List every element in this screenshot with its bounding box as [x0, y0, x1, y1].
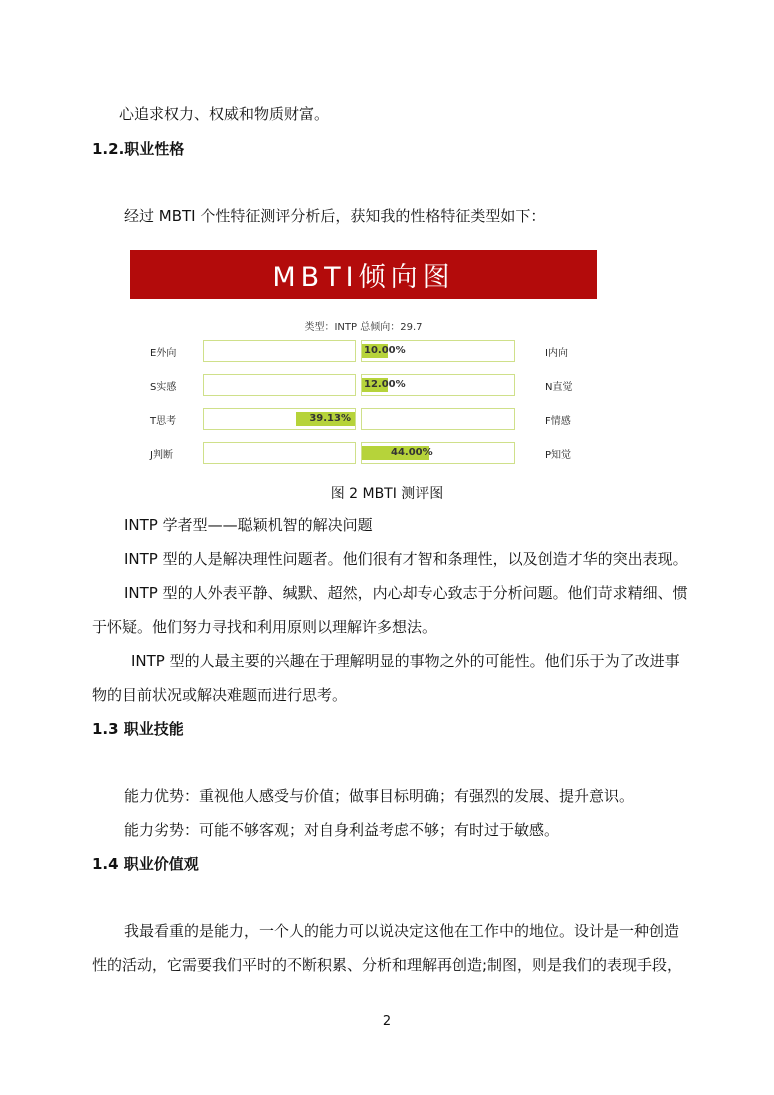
paragraph-3-line-1: INTP 型的人最主要的兴趣在于理解明显的事物之外的可能性。他们乐于为了改进事 [131, 652, 680, 670]
mbti-right-box [361, 442, 515, 464]
section-heading-1-2: 1.2.职业性格 [92, 140, 185, 158]
type-title: INTP 学者型——聪颖机智的解决问题 [124, 516, 373, 534]
mbti-right-label: I内向 [545, 348, 568, 359]
page-number: 2 [382, 1014, 392, 1029]
ability-advantage: 能力优势：重视他人感受与价值；做事目标明确；有强烈的发展、提升意识。 [124, 787, 635, 805]
mbti-left-box [203, 374, 356, 396]
mbti-bar-value: 44.00% [391, 447, 433, 458]
ability-disadvantage: 能力劣势：可能不够客观；对自身利益考虑不够；有时过于敏感。 [124, 821, 560, 839]
body-line-1: 心追求权力、权威和物质财富。 [119, 105, 330, 123]
mbti-row-ei [0, 340, 774, 364]
mbti-left-box [203, 340, 356, 362]
mbti-right-label: F情感 [545, 416, 571, 427]
mbti-row-jp [0, 442, 774, 466]
mbti-left-label: T思考 [150, 416, 177, 427]
paragraph-3-line-2: 物的目前状况或解决难题而进行思考。 [92, 686, 348, 704]
mbti-right-box [361, 340, 515, 362]
mbti-banner: MBTI倾向图 [130, 250, 597, 299]
mbti-right-box [361, 408, 515, 430]
paragraph-1: INTP 型的人是解决理性问题者。他们很有才智和条理性，以及创造才华的突出表现。 [124, 550, 688, 568]
section-heading-1-3: 1.3 职业技能 [92, 720, 184, 738]
section-heading-1-4: 1.4 职业价值观 [92, 855, 199, 873]
paragraph-2-line-1: INTP 型的人外表平静、缄默、超然，内心却专心致志于分析问题。他们苛求精细、惯 [124, 584, 688, 602]
mbti-summary: 类型：INTP 总倾向：29.7 [304, 322, 423, 333]
paragraph-2-line-2: 于怀疑。他们努力寻找和利用原则以理解许多想法。 [92, 618, 438, 636]
mbti-left-label: J判断 [150, 450, 173, 461]
paragraph-4-line-2: 性的活动，它需要我们平时的不断积累、分析和理解再创造;制图，则是我们的表现手段， [92, 956, 683, 974]
mbti-left-box [203, 408, 356, 430]
intro-line: 经过 MBTI 个性特征测评分析后，获知我的性格特征类型如下： [124, 207, 546, 225]
mbti-right-box [361, 374, 515, 396]
mbti-left-label: E外向 [150, 348, 177, 359]
mbti-bar-value: 12.00% [364, 379, 406, 390]
mbti-right-label: P知觉 [545, 450, 572, 461]
mbti-left-label: S实感 [150, 382, 177, 393]
paragraph-4-line-1: 我最看重的是能力，一个人的能力可以说决定这他在工作中的地位。设计是一种创造 [124, 922, 680, 940]
mbti-right-label: N直觉 [545, 382, 573, 393]
mbti-bar-value: 39.13% [309, 413, 351, 424]
mbti-row-tf [0, 408, 774, 432]
mbti-bar-value: 10.00% [364, 345, 406, 356]
figure-caption: 图 2 MBTI 测评图 [330, 486, 444, 502]
mbti-row-sn [0, 374, 774, 398]
mbti-left-box [203, 442, 356, 464]
